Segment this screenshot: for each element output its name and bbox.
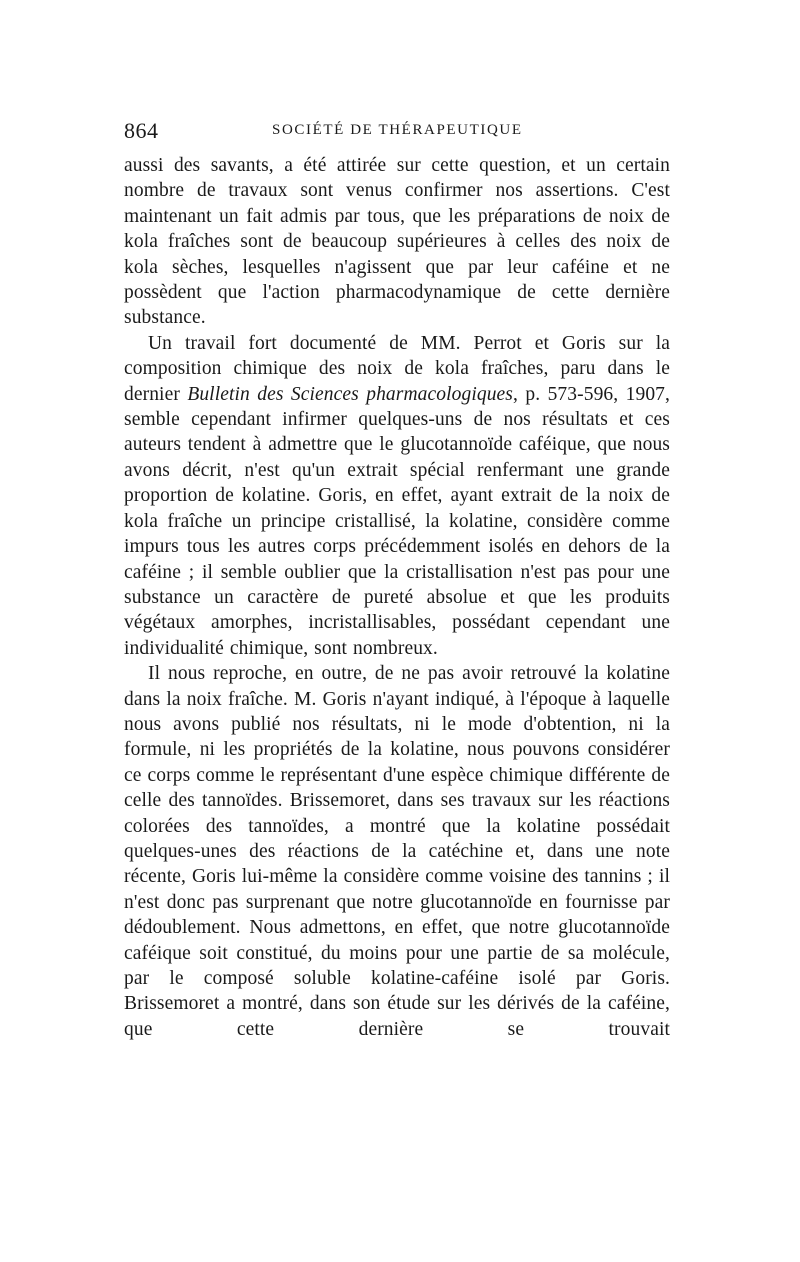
- page-number: 864: [124, 118, 159, 143]
- paragraph-1: aussi des savants, a été attirée sur cette question, et un certain nombre de travaux sont venus confirmer nos assertions. C'est maintenant un fait admis par tous, que les préparations de noix de kola fraîches sont de beaucoup supérieures à celles des noix de kola sèches, lesquelles n'agissent que par leur caféine et ne possèdent que l'action pharmacodynamique de cette dernière substance.: [124, 155, 670, 329]
- running-title: SOCIÉTÉ DE THÉRAPEUTIQUE: [272, 122, 523, 138]
- paragraph-2-text-before-citation: Un travail fort documenté de MM. Perrot et Goris sur la composition chimique des noix de kola fraîches, paru dans le dernier: [124, 332, 670, 405]
- running-head: [124, 118, 680, 146]
- paragraph-3: Il nous reproche, en outre, de ne pas avoir retrouvé la kolatine dans la noix fraîche. M. Goris n'ayant indiqué, à l'époque à laquelle nous avons publié nos résultats, ni le mode d'obtention, ni la formule, ni les propriétés de la kolatine, nous pouvons considérer ce corps comme le représentant d'une espèce chimique différente de celle des tannoïdes. Brissemoret, dans ses travaux sur les réactions colorées des tannoïdes, a montré que la kolatine possédait quelques-unes des réactions de la catéchine et, dans une note récente, Goris lui-même la considère comme voisine des tannins ; il n'est donc pas surprenant que notre glucotannoïde en fournisse par dédoublement. Nous admettons, en effet, que notre glucotannoïde caféique soit constitué, du moins pour une partie de sa molécule, par le composé soluble kolatine-caféine isolé par Goris. Brissemoret a montré, dans son étude sur les dérivés de la caféine, que cette dernière se trouvait: [124, 663, 670, 1040]
- citation-title: Bulletin des Sciences pharmacologiques: [187, 383, 513, 405]
- paragraph-2-text-after-citation: , p. 573-596, 1907, semble cependant infirmer quelques-uns de nos résultats et ces auteurs tendent à admettre que le glucotannoïde caféique, que nous avons décrit, n'est qu'un extrait spécial renfermant une grande proportion de kolatine. Goris, en effet, ayant extrait de la noix de kola fraîche un principe cristallisé, la kolatine, considère comme impurs tous les autres corps précédemment isolés en dehors de la caféine ; il semble oublier que la cristallisation n'est pas pour une substance un caractère de pureté absolue et que les produits végétaux amorphes, incristallisables, possédant cependant une individualité chimique, sont nombreux.: [124, 383, 671, 659]
- paragraph-2: [124, 331, 670, 661]
- body-text: [124, 153, 670, 1042]
